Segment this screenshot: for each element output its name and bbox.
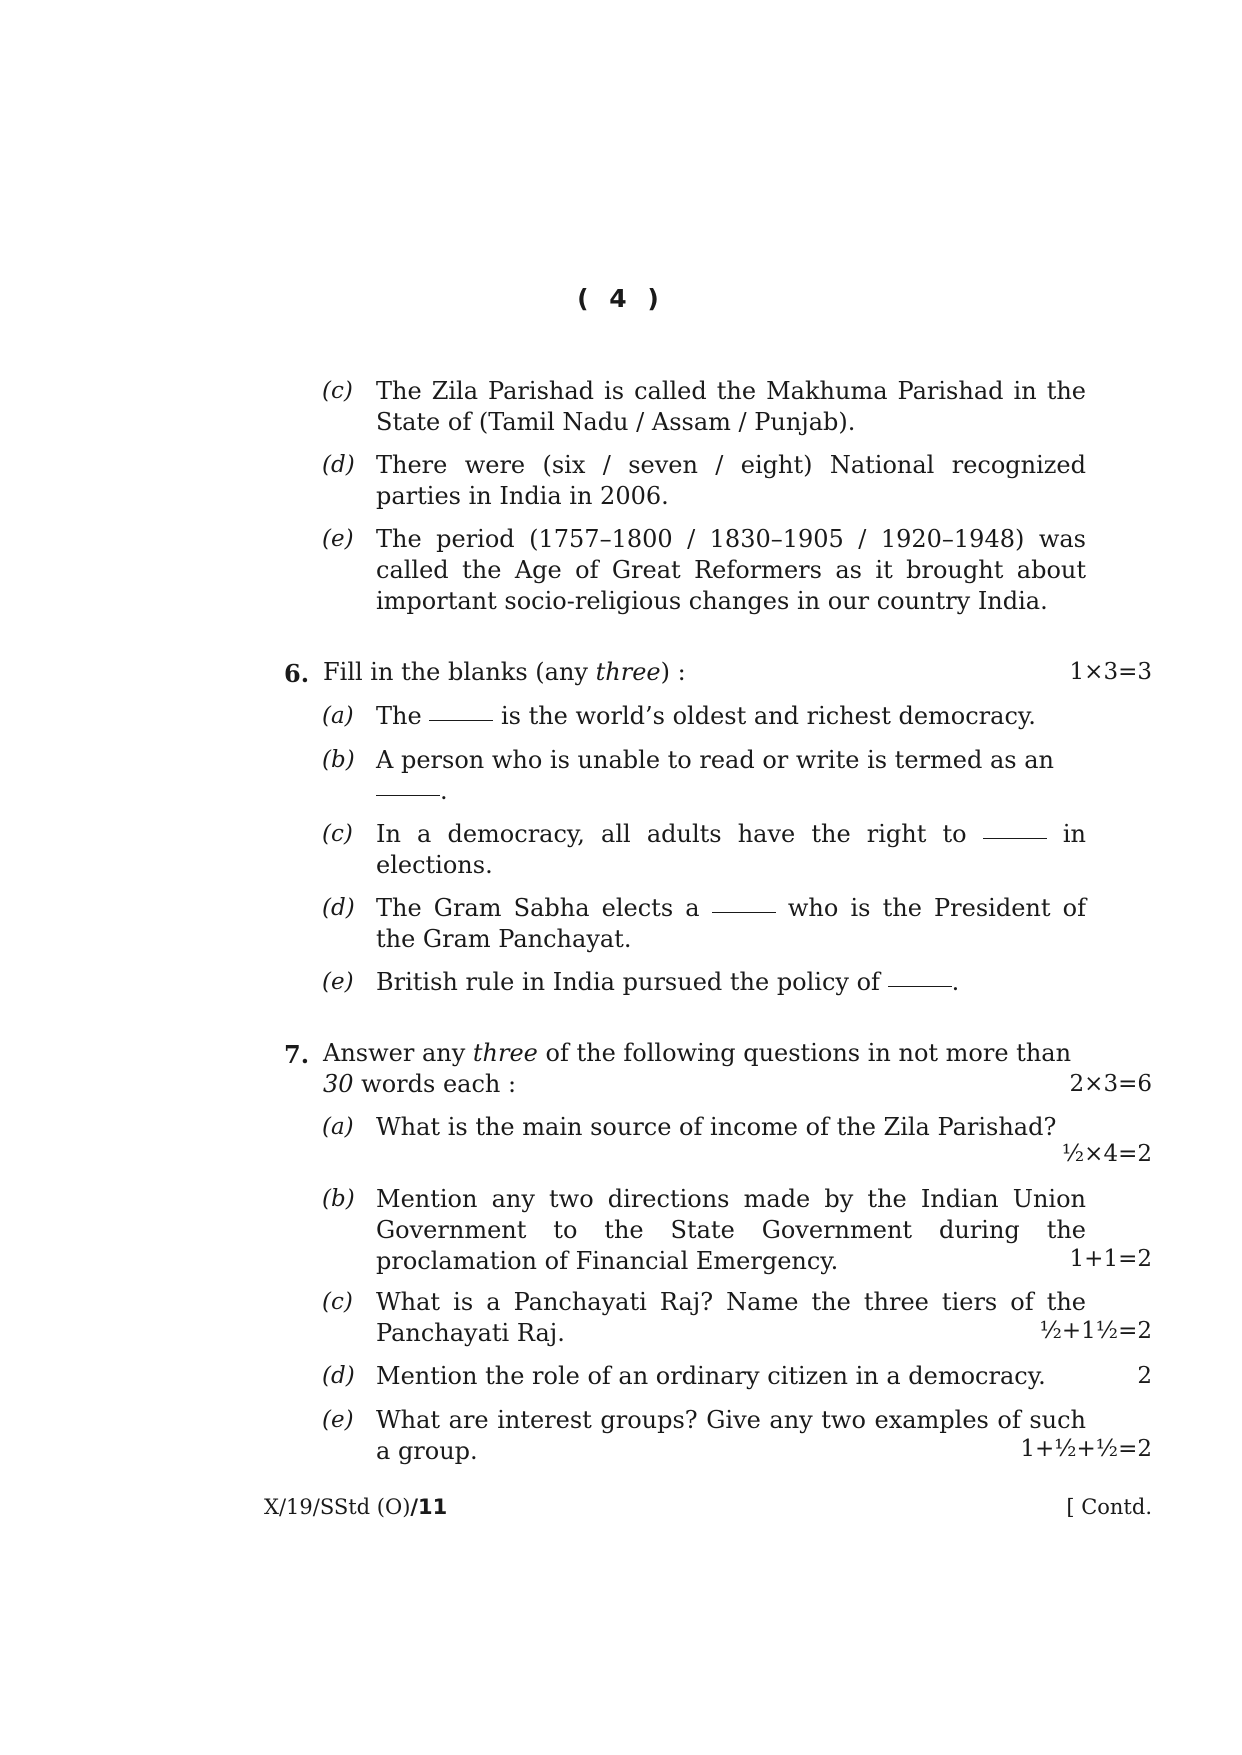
blank-line [888, 986, 952, 987]
question-5e-text: The period (1757–1800 / 1830–1905 / 1920–1948) was called the Age of Great Reformers as it brought about important socio-religious changes in our country India. [376, 525, 1086, 615]
question-7b-text: Mention any two directions made by the Indian Union Government to the State Government during the proclamation of Financial Emergency. [376, 1185, 1086, 1275]
item-label: (c) [322, 1289, 353, 1315]
marks: 1×3=3 [1069, 659, 1152, 685]
question-7d-text: Mention the role of an ordinary citizen in a democracy. [376, 1362, 1046, 1390]
item-label: (d) [322, 452, 355, 478]
marks: 2×3=6 [1069, 1071, 1152, 1097]
question-7a-text: What is the main source of income of the Zila Parishad? [376, 1113, 1057, 1141]
item-label: (e) [322, 526, 354, 552]
marks: 1+1=2 [1069, 1246, 1152, 1272]
item-label: (c) [322, 378, 353, 404]
question-7-text: Answer any three of the following questions in not more than 30 words each : [323, 1039, 1072, 1098]
marks: 1+½+½=2 [1020, 1436, 1152, 1462]
blank-line [712, 912, 776, 913]
item-label: (a) [322, 1114, 354, 1140]
item-label: (e) [322, 1407, 354, 1433]
blank-line [376, 795, 440, 796]
marks: ½×4=2 [1061, 1141, 1152, 1167]
item-label: (d) [322, 1363, 355, 1389]
paper-code: X/19/SStd (O)/11 [264, 1495, 448, 1519]
item-label: (b) [322, 1186, 355, 1212]
question-6b-text: A person who is unable to read or write is termed as an . [376, 746, 1054, 805]
item-label: (c) [322, 821, 353, 847]
question-7e-text: What are interest groups? Give any two examples of such a group. [376, 1406, 1086, 1465]
page-number: ( 4 ) [577, 284, 665, 313]
question-5d-text: There were (six / seven / eight) National recognized parties in India in 2006. [376, 451, 1086, 510]
blank-line [983, 838, 1047, 839]
continued-label: [ Contd. [1066, 1495, 1152, 1519]
item-label: (b) [322, 747, 355, 773]
question-number: 7. [284, 1040, 310, 1069]
item-label: (d) [322, 895, 355, 921]
question-5c-text: The Zila Parishad is called the Makhuma Parishad in the State of (Tamil Nadu / Assam / Punjab). [376, 377, 1086, 436]
marks: ½+1½=2 [1039, 1318, 1152, 1344]
blank-line [429, 720, 493, 721]
item-label: (a) [322, 703, 354, 729]
question-6a-text: The is the world’s oldest and richest democracy. [376, 702, 1036, 730]
marks: 2 [1137, 1363, 1152, 1389]
item-label: (e) [322, 969, 354, 995]
question-7c-text: What is a Panchayati Raj? Name the three tiers of the Panchayati Raj. [376, 1288, 1086, 1347]
question-6d-text: The Gram Sabha elects a who is the President of the Gram Panchayat. [376, 894, 1086, 953]
question-6c-text: In a democracy, all adults have the right to in elections. [376, 820, 1086, 879]
question-number: 6. [284, 659, 310, 688]
question-6-text: Fill in the blanks (any three) : [323, 658, 686, 686]
question-6e-text: British rule in India pursued the policy of . [376, 968, 960, 996]
